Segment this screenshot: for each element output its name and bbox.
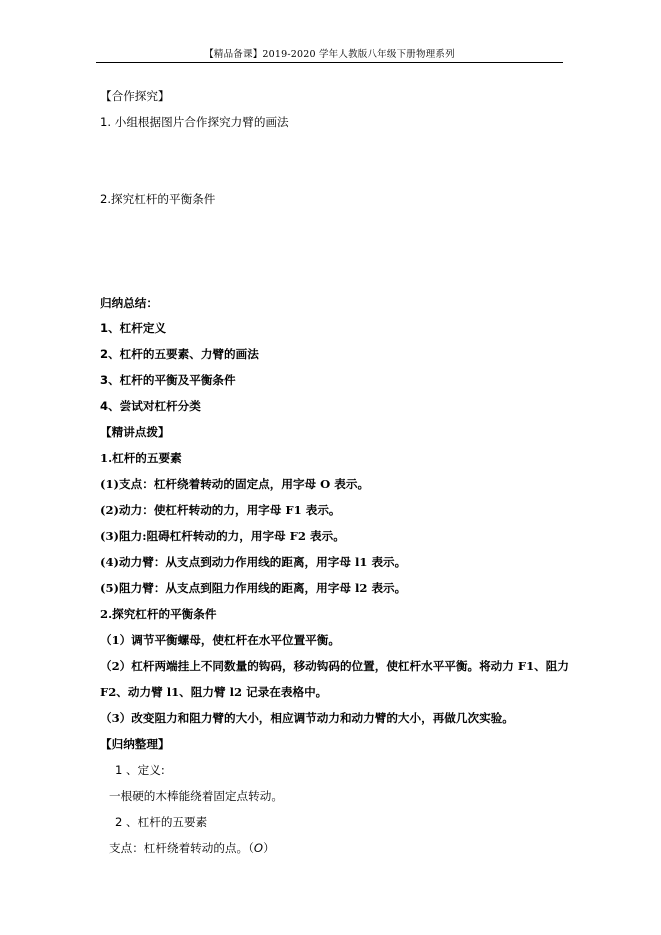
organize-item-2: 2 、杠杆的五要素	[115, 815, 208, 829]
element-resistance: (3)阻力:阻碍杠杆转动的力，用字母 F2 表示。	[100, 529, 345, 543]
cooperative-heading: 【合作探究】	[100, 89, 170, 103]
summary-item-4: 4、尝试对杠杆分类	[100, 399, 201, 413]
organize-item-1: 1 、定义:	[115, 763, 165, 777]
fulcrum-definition: 支点：杠杆绕着转动的点。（	[109, 841, 254, 855]
balance-step-2-continued: F2、动力臂 l1、阻力臂 l2 记录在表格中。	[100, 685, 328, 699]
explain-heading: 【精讲点拨】	[100, 425, 170, 439]
organize-heading: 【归纳整理】	[100, 737, 170, 751]
element-fulcrum: (1)支点：杠杆绕着转动的固定点，用字母 O 表示。	[100, 477, 370, 491]
fulcrum-symbol: O	[253, 841, 264, 855]
balance-step-1: （1）调节平衡螺母，使杠杆在水平位置平衡。	[100, 633, 340, 647]
element-resistance-arm: (5)阻力臂：从支点到阻力作用线的距离，用字母 l2 表示。	[100, 581, 407, 595]
element-effort: (2)动力：使杠杆转动的力，用字母 F1 表示。	[100, 503, 341, 517]
elements-title: 1.杠杆的五要素	[100, 451, 182, 465]
organize-item-2-text	[109, 840, 275, 856]
task-2-text: 2.探究杠杆的平衡条件	[100, 192, 216, 206]
page-header: 【精品备课】2019-2020 学年人教版八年级下册物理系列	[204, 49, 455, 60]
balance-step-3: （3）改变阻力和阻力臂的大小，相应调节动力和动力臂的大小，再做几次实验。	[100, 711, 514, 725]
task-1-text: 1. 小组根据图片合作探究力臂的画法	[100, 115, 289, 129]
summary-item-3: 3、杠杆的平衡及平衡条件	[100, 373, 236, 387]
summary-heading: 归纳总结：	[100, 296, 158, 310]
summary-item-2: 2、杠杆的五要素、力臂的画法	[100, 347, 259, 361]
closing-parenthesis: ）	[263, 841, 275, 855]
organize-item-1-text: 一根硬的木棒能绕着固定点转动。	[109, 789, 283, 803]
summary-item-1: 1、杠杆定义	[100, 321, 167, 335]
balance-title: 2.探究杠杆的平衡条件	[100, 607, 217, 621]
header-divider	[96, 62, 563, 63]
element-effort-arm: (4)动力臂：从支点到动力作用线的距离，用字母 l1 表示。	[100, 555, 407, 569]
balance-step-2: （2）杠杆两端挂上不同数量的钩码，移动钩码的位置，使杠杆水平平衡。将动力 F1、阻力	[100, 659, 569, 673]
